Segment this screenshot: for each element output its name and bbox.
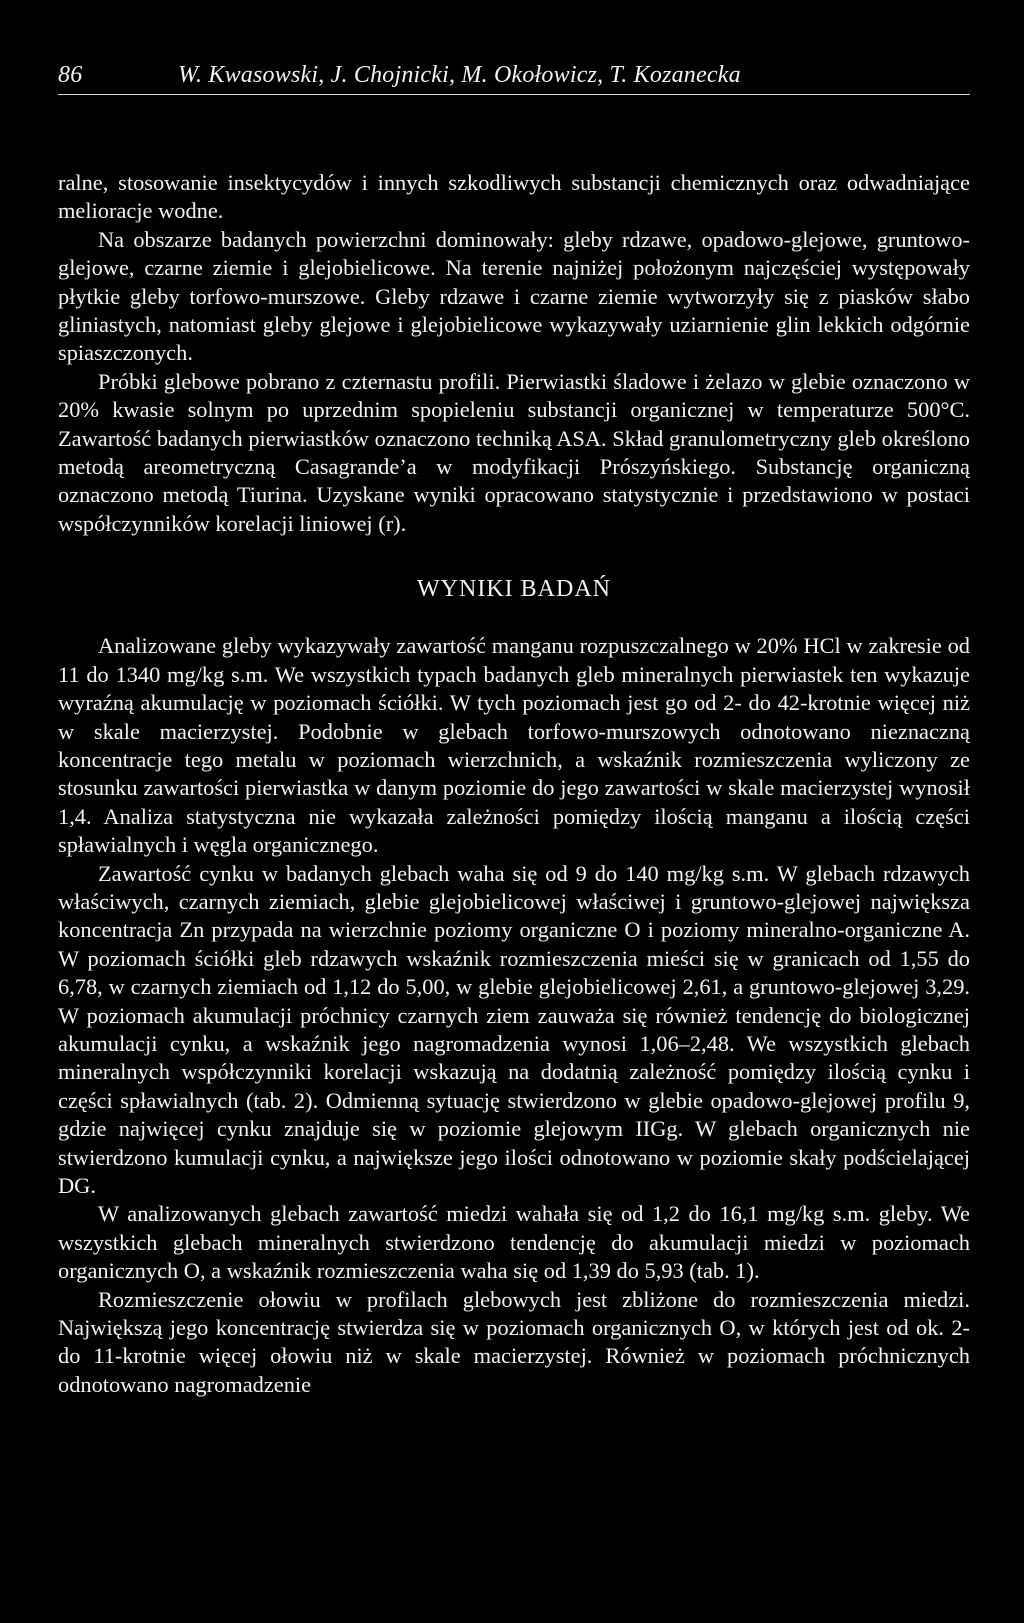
page [58, 60, 970, 1399]
paragraph: Rozmieszczenie ołowiu w profilach glebowych jest zbliżone do rozmieszczenia miedzi. Największą jego koncentrację stwierdza się w poziomach organicznych O, w których jest od ok. 2- do 11-krotnie więcej ołowiu niż w skale macierzystej. Również w poziomach próchnicznych odnotowano nagromadzenie [58, 1286, 970, 1397]
running-head [58, 60, 970, 95]
page-number: 86 [58, 62, 83, 88]
paragraph: Na obszarze badanych powierzchni dominowały: gleby rdzawe, opadowo-glejowe, gruntowo-glejowe, czarne ziemie i glejobielicowe. Na terenie najniżej położonym najczęściej występowały płytkie gleby torfowo-murszowe. Gleby rdzawe i czarne ziemie wytworzyły się z piasków słabo gliniastych, natomiast gleby glejowe i glejobielicowe wykazywały uziarnienie glin lekkich odgórnie spiaszczonych. [58, 226, 970, 366]
paragraph: W analizowanych glebach zawartość miedzi wahała się od 1,2 do 16,1 mg/kg s.m. gleby. We wszystkich glebach mineralnych stwierdzono tendencję do akumulacji miedzi w poziomach organicznych O, a wskaźnik rozmieszczenia waha się od 1,39 do 5,93 (tab. 1). [58, 1201, 970, 1284]
paragraph: Zawartość cynku w badanych glebach waha się od 9 do 140 mg/kg s.m. W glebach rdzawych właściwych, czarnych ziemiach, glebie glejobielicowej właściwej i gruntowo-glejowej największa koncentracja Zn przypada na wierzchnie poziomy organiczne O i poziomy mineralno-organiczne A. W poziomach ściółki gleb rdzawych wskaźnik rozmieszczenia mieści się w granicach od 1,55 do 6,78, w czarnych ziemiach od 1,12 do 5,00, w glebie glejobielicowej 2,61, a gruntowo-glejowej 3,29. W poziomach akumulacji próchnicy czarnych ziem zauważa się również tendencję do biologicznej akumulacji cynku, a wskaźnik jego nagromadzenia wynosi 1,06–2,48. We wszystkich glebach mineralnych współczynniki korelacji wskazują na dodatnią zależność pomiędzy ilością cynku i części spławialnych (tab. 2). Odmienną sytuację stwierdzono w glebie opadowo-glejowej profilu 9, gdzie najwięcej cynku znajduje się w poziomie glejowym IIGg. W glebach organicznych nie stwierdzono kumulacji cynku, a największe jego ilości odnotowano w poziomie skały podścielającej DG. [58, 860, 970, 1198]
paragraph: Analizowane gleby wykazywały zawartość manganu rozpuszczalnego w 20% HCl w zakresie od 11 do 1340 mg/kg s.m. We wszystkich typach badanych gleb mineralnych pierwiastek ten wykazuje wyraźną akumulację w poziomach ściółki. W tych poziomach jest go od 2- do 42-krotnie więcej niż w skale macierzystej. Podobnie w glebach torfowo-murszowych odnotowano nieznaczną koncentracje tego metalu w poziomach wierzchnich, a wskaźnik rozmieszczenia wyliczony ze stosunku zawartości pierwiastka w danym poziomie do jego zawartości w skale macierzystej wynosił 1,4. Analiza statystyczna nie wykazała zależności pomiędzy ilością manganu a ilością części spławialnych i węgla organicznego. [58, 633, 970, 858]
article-body [58, 169, 970, 1399]
paragraph: Próbki glebowe pobrano z czternastu profili. Pierwiastki śladowe i żelazo w glebie oznaczono w 20% kwasie solnym po uprzednim spopieleniu substancji organicznej w temperaturze 500°C. Zawartość badanych pierwiastków oznaczono techniką ASA. Skład granulometryczny gleb określono metodą areometryczną Casagrande’a w modyfikacji Prószyńskiego. Substancję organiczną oznaczono metodą Tiurina. Uzyskane wyniki opracowano statystycznie i przedstawiono w postaci współczynników korelacji liniowej (r). [58, 368, 970, 536]
running-head-authors: W. Kwasowski, J. Chojnicki, M. Okołowicz, T. Kozanecka [178, 62, 741, 88]
paragraph: ralne, stosowanie insektycydów i innych szkodliwych substancji chemicznych oraz odwadniające melioracje wodne. [58, 170, 970, 224]
section-heading: WYNIKI BADAŃ [417, 576, 611, 603]
